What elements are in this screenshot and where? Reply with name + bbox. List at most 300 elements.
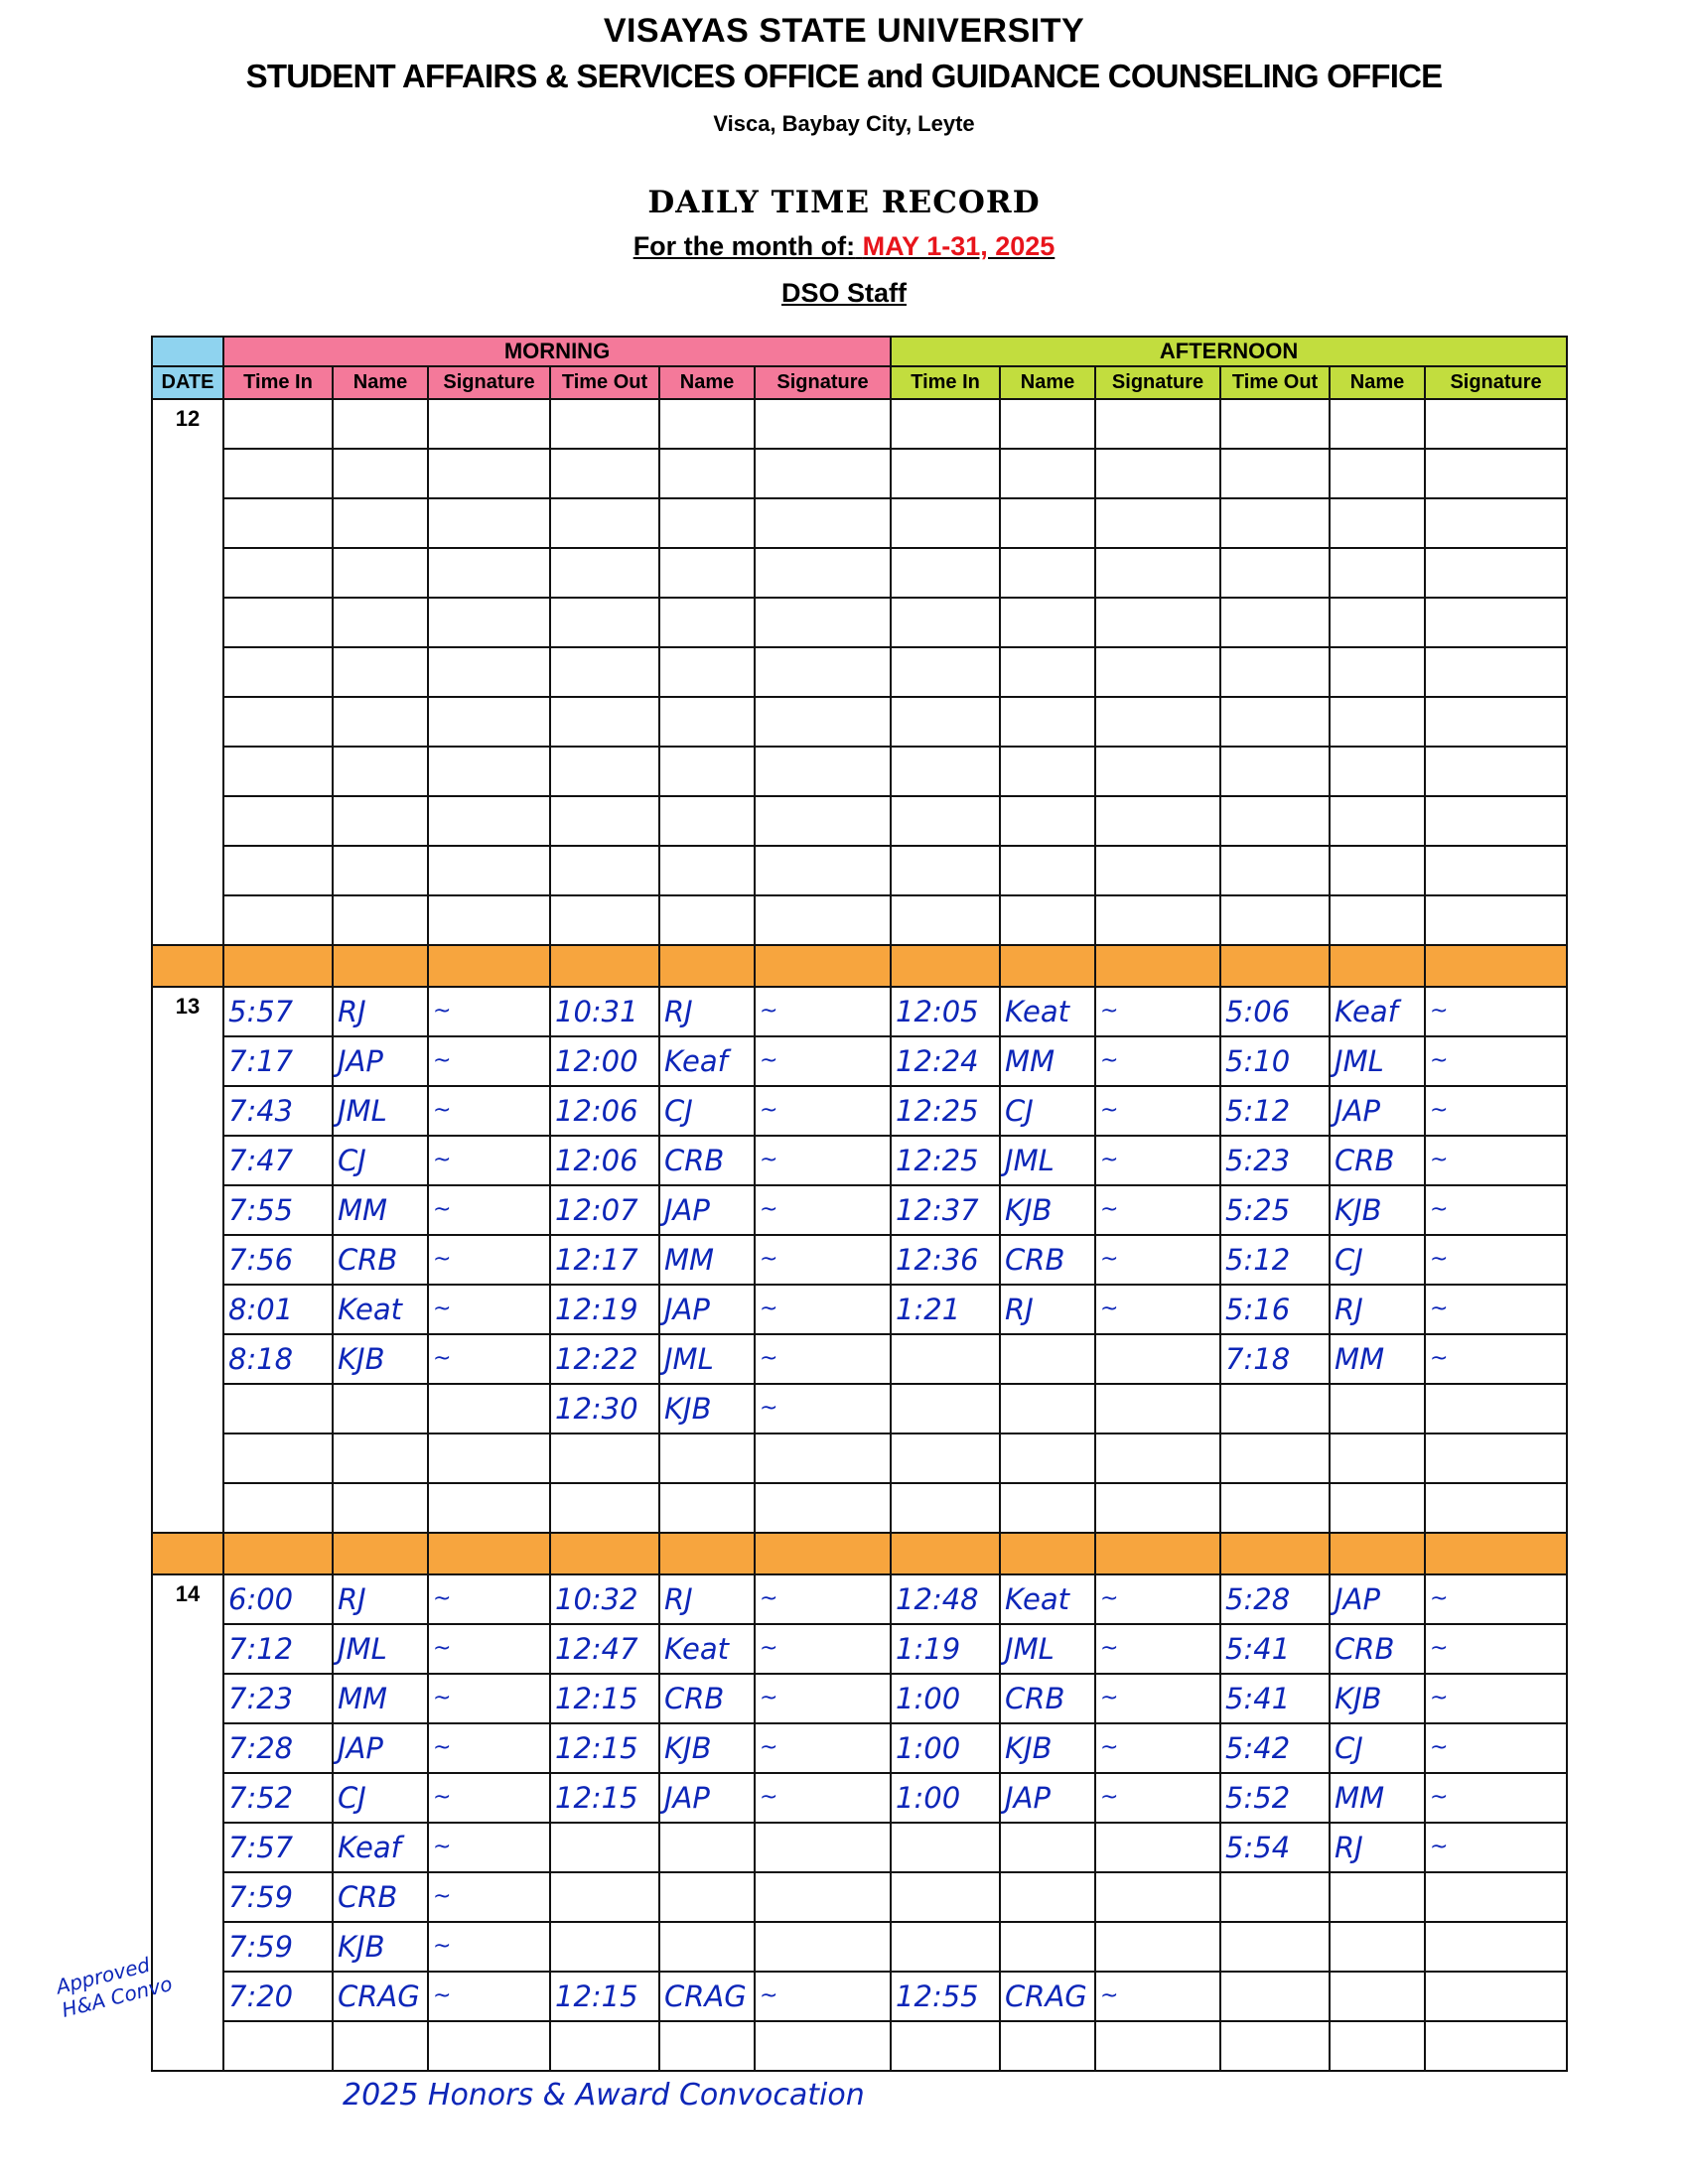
- signature-cell: ~: [755, 1235, 891, 1285]
- column-header: Name: [1000, 366, 1095, 399]
- time-cell: 12:37: [891, 1185, 1000, 1235]
- time-cell: [1220, 1872, 1330, 1922]
- time-cell: [891, 796, 1000, 846]
- time-cell: [891, 1384, 1000, 1433]
- time-cell: 5:41: [1220, 1674, 1330, 1723]
- signature-cell: [1095, 1384, 1220, 1433]
- separator-cell: [428, 1533, 550, 1574]
- signature-cell: ~: [755, 1384, 891, 1433]
- table-row: [152, 1574, 1567, 1624]
- signature-cell: ~: [428, 987, 550, 1036]
- name-cell: [659, 598, 755, 647]
- time-record-table: [151, 336, 1568, 2072]
- time-cell: 12:48: [891, 1574, 1000, 1624]
- name-cell: [1330, 1384, 1425, 1433]
- signature-cell: ~: [1425, 1574, 1567, 1624]
- time-cell: 12:19: [550, 1285, 659, 1334]
- signature-cell: [428, 697, 550, 747]
- name-cell: [1000, 399, 1095, 449]
- time-cell: 5:06: [1220, 987, 1330, 1036]
- signature-cell: [755, 449, 891, 498]
- name-cell: [1000, 2021, 1095, 2071]
- name-cell: [1330, 1972, 1425, 2021]
- separator-cell: [1425, 1533, 1567, 1574]
- name-cell: [1330, 498, 1425, 548]
- signature-cell: [1425, 498, 1567, 548]
- table-row: [152, 1136, 1567, 1185]
- name-cell: CRB: [1000, 1674, 1095, 1723]
- signature-cell: ~: [755, 1136, 891, 1185]
- time-cell: 5:12: [1220, 1086, 1330, 1136]
- name-cell: [1000, 1384, 1095, 1433]
- university-name: VISAYAS STATE UNIVERSITY: [603, 12, 1085, 50]
- time-cell: [223, 548, 333, 598]
- separator-cell: [659, 945, 755, 987]
- signature-cell: ~: [1425, 1823, 1567, 1872]
- name-cell: [1330, 796, 1425, 846]
- name-cell: RJ: [659, 1574, 755, 1624]
- name-cell: CRB: [1000, 1235, 1095, 1285]
- signature-cell: [755, 846, 891, 895]
- signature-cell: ~: [1425, 1086, 1567, 1136]
- signature-cell: ~: [755, 1185, 891, 1235]
- time-cell: [1220, 1922, 1330, 1972]
- time-cell: [891, 1433, 1000, 1483]
- month-line: [0, 231, 1688, 262]
- signature-cell: [1425, 598, 1567, 647]
- name-cell: [333, 697, 428, 747]
- date-band-cell: [152, 337, 223, 366]
- signature-cell: ~: [428, 1823, 550, 1872]
- signature-cell: [428, 895, 550, 945]
- signature-cell: ~: [428, 1036, 550, 1086]
- time-cell: 10:32: [550, 1574, 659, 1624]
- signature-cell: ~: [1425, 1624, 1567, 1674]
- signature-cell: [1425, 399, 1567, 449]
- name-cell: [1000, 1922, 1095, 1972]
- name-cell: [333, 1483, 428, 1533]
- signature-cell: [755, 1872, 891, 1922]
- time-cell: [223, 697, 333, 747]
- time-cell: 12:30: [550, 1384, 659, 1433]
- signature-cell: [1095, 647, 1220, 697]
- separator-cell: [1330, 1533, 1425, 1574]
- time-cell: [891, 895, 1000, 945]
- name-cell: [659, 895, 755, 945]
- name-cell: Keat: [1000, 1574, 1095, 1624]
- signature-cell: ~: [428, 1723, 550, 1773]
- table-row: [152, 498, 1567, 548]
- separator-cell: [659, 1533, 755, 1574]
- name-cell: RJ: [1000, 1285, 1095, 1334]
- name-cell: JML: [659, 1334, 755, 1384]
- name-cell: [333, 1433, 428, 1483]
- name-cell: [1330, 399, 1425, 449]
- table-row: [152, 1823, 1567, 1872]
- name-cell: JAP: [659, 1285, 755, 1334]
- time-cell: [550, 449, 659, 498]
- name-cell: [659, 846, 755, 895]
- name-cell: [1000, 1872, 1095, 1922]
- column-header-row: [152, 366, 1567, 399]
- time-cell: 12:06: [550, 1086, 659, 1136]
- name-cell: CRB: [333, 1872, 428, 1922]
- signature-cell: [755, 747, 891, 796]
- name-cell: KJB: [659, 1723, 755, 1773]
- time-cell: 5:23: [1220, 1136, 1330, 1185]
- name-cell: JAP: [659, 1185, 755, 1235]
- time-cell: [550, 498, 659, 548]
- signature-cell: ~: [1425, 1136, 1567, 1185]
- time-cell: 12:15: [550, 1723, 659, 1773]
- name-cell: [1330, 1922, 1425, 1972]
- signature-cell: ~: [428, 1086, 550, 1136]
- name-cell: [1330, 895, 1425, 945]
- signature-cell: [1095, 1483, 1220, 1533]
- signature-cell: ~: [755, 1086, 891, 1136]
- office-address: Visca, Baybay City, Leyte: [713, 111, 975, 136]
- signature-cell: [1095, 846, 1220, 895]
- name-cell: [333, 796, 428, 846]
- name-cell: [1330, 647, 1425, 697]
- name-cell: JAP: [1000, 1773, 1095, 1823]
- signature-cell: ~: [1095, 987, 1220, 1036]
- time-cell: [891, 1334, 1000, 1384]
- time-cell: 7:17: [223, 1036, 333, 1086]
- name-cell: KJB: [333, 1334, 428, 1384]
- table-row: [152, 846, 1567, 895]
- time-cell: [891, 846, 1000, 895]
- name-cell: JAP: [333, 1036, 428, 1086]
- time-cell: [891, 498, 1000, 548]
- table-row: [152, 2021, 1567, 2071]
- signature-cell: [755, 697, 891, 747]
- signature-cell: [1095, 399, 1220, 449]
- name-cell: [1330, 548, 1425, 598]
- time-cell: 1:00: [891, 1723, 1000, 1773]
- separator-cell: [333, 1533, 428, 1574]
- signature-cell: ~: [428, 1136, 550, 1185]
- signature-cell: [755, 598, 891, 647]
- time-cell: [1220, 1384, 1330, 1433]
- time-cell: [550, 598, 659, 647]
- name-cell: [1000, 647, 1095, 697]
- name-cell: [659, 697, 755, 747]
- table-row: [152, 1185, 1567, 1235]
- time-cell: 10:31: [550, 987, 659, 1036]
- signature-cell: [1425, 796, 1567, 846]
- time-cell: [550, 2021, 659, 2071]
- table-row: [152, 1433, 1567, 1483]
- time-cell: [891, 449, 1000, 498]
- name-cell: [333, 399, 428, 449]
- name-cell: CJ: [1330, 1723, 1425, 1773]
- time-cell: [891, 2021, 1000, 2071]
- bottom-note: 2025 Honors & Award Convocation: [343, 2078, 865, 2113]
- signature-cell: ~: [1095, 1185, 1220, 1235]
- name-cell: CRAG: [659, 1972, 755, 2021]
- time-cell: [1220, 697, 1330, 747]
- name-cell: JAP: [333, 1723, 428, 1773]
- table-row: [152, 1872, 1567, 1922]
- signature-cell: ~: [755, 1574, 891, 1624]
- signature-cell: [755, 647, 891, 697]
- name-cell: CJ: [333, 1773, 428, 1823]
- time-cell: [1220, 747, 1330, 796]
- name-cell: RJ: [1330, 1823, 1425, 1872]
- separator-cell: [428, 945, 550, 987]
- name-cell: [333, 2021, 428, 2071]
- table-row: [152, 1624, 1567, 1674]
- signature-cell: [428, 399, 550, 449]
- time-cell: [223, 1483, 333, 1533]
- signature-cell: [1425, 2021, 1567, 2071]
- time-cell: 12:05: [891, 987, 1000, 1036]
- side-note: Approved H&A Convo: [53, 1952, 175, 2022]
- table-row: [152, 1285, 1567, 1334]
- table-row: [152, 598, 1567, 647]
- signature-cell: ~: [428, 1624, 550, 1674]
- time-cell: [891, 1823, 1000, 1872]
- signature-cell: [1425, 1483, 1567, 1533]
- time-cell: 7:23: [223, 1674, 333, 1723]
- name-cell: [333, 598, 428, 647]
- separator-cell: [152, 1533, 223, 1574]
- name-cell: [1330, 846, 1425, 895]
- signature-cell: [1095, 1922, 1220, 1972]
- table-row: [152, 747, 1567, 796]
- time-cell: 5:12: [1220, 1235, 1330, 1285]
- signature-cell: [1425, 1384, 1567, 1433]
- name-cell: Keat: [1000, 987, 1095, 1036]
- name-cell: [1000, 498, 1095, 548]
- name-cell: [659, 548, 755, 598]
- time-cell: 12:55: [891, 1972, 1000, 2021]
- column-header: Signature: [1095, 366, 1220, 399]
- name-cell: Keaf: [1330, 987, 1425, 1036]
- time-cell: [891, 647, 1000, 697]
- time-cell: [1220, 399, 1330, 449]
- time-cell: 5:41: [1220, 1624, 1330, 1674]
- time-cell: [1220, 647, 1330, 697]
- name-cell: CRB: [1330, 1136, 1425, 1185]
- signature-cell: ~: [1425, 1334, 1567, 1384]
- time-cell: 7:59: [223, 1872, 333, 1922]
- name-cell: [333, 846, 428, 895]
- column-header: Time In: [223, 366, 333, 399]
- signature-cell: [755, 2021, 891, 2071]
- table-row: [152, 895, 1567, 945]
- column-header: Name: [1330, 366, 1425, 399]
- name-cell: JAP: [659, 1773, 755, 1823]
- time-cell: 7:43: [223, 1086, 333, 1136]
- signature-cell: [428, 1483, 550, 1533]
- time-cell: [891, 1922, 1000, 1972]
- time-cell: [223, 2021, 333, 2071]
- time-cell: [1220, 846, 1330, 895]
- time-cell: 5:57: [223, 987, 333, 1036]
- time-cell: 5:42: [1220, 1723, 1330, 1773]
- table-row: [152, 1674, 1567, 1723]
- time-cell: [550, 1823, 659, 1872]
- name-cell: [1000, 598, 1095, 647]
- table-row: [152, 548, 1567, 598]
- date-cell: 13: [152, 987, 223, 1533]
- name-cell: JML: [1000, 1624, 1095, 1674]
- signature-cell: [428, 498, 550, 548]
- month-label: For the month of:: [633, 231, 856, 261]
- name-cell: JAP: [1330, 1574, 1425, 1624]
- signature-cell: [1095, 598, 1220, 647]
- name-cell: [1330, 449, 1425, 498]
- name-cell: [1000, 796, 1095, 846]
- signature-cell: [1425, 548, 1567, 598]
- name-cell: [1000, 747, 1095, 796]
- name-cell: RJ: [333, 1574, 428, 1624]
- separator-cell: [550, 1533, 659, 1574]
- name-cell: MM: [1330, 1773, 1425, 1823]
- signature-cell: [428, 796, 550, 846]
- table-row: [152, 1086, 1567, 1136]
- signature-cell: [1425, 747, 1567, 796]
- time-cell: 7:59: [223, 1922, 333, 1972]
- name-cell: [1330, 697, 1425, 747]
- name-cell: KJB: [1330, 1185, 1425, 1235]
- separator-cell: [891, 945, 1000, 987]
- time-cell: [891, 1483, 1000, 1533]
- signature-cell: [428, 747, 550, 796]
- name-cell: KJB: [333, 1922, 428, 1972]
- time-cell: 6:00: [223, 1574, 333, 1624]
- time-cell: 7:20: [223, 1972, 333, 2021]
- time-cell: 12:07: [550, 1185, 659, 1235]
- time-cell: [1220, 498, 1330, 548]
- signature-cell: [428, 598, 550, 647]
- table-row: [152, 1922, 1567, 1972]
- signature-cell: ~: [1095, 1674, 1220, 1723]
- table-row: [152, 449, 1567, 498]
- separator-cell: [1000, 945, 1095, 987]
- column-header: Name: [659, 366, 755, 399]
- time-cell: 12:06: [550, 1136, 659, 1185]
- signature-cell: [428, 1433, 550, 1483]
- table-row: [152, 1036, 1567, 1086]
- name-cell: Keaf: [333, 1823, 428, 1872]
- signature-cell: ~: [1095, 1136, 1220, 1185]
- time-cell: 5:28: [1220, 1574, 1330, 1624]
- time-cell: [223, 895, 333, 945]
- column-header: Signature: [428, 366, 550, 399]
- time-cell: 12:15: [550, 1674, 659, 1723]
- time-cell: [223, 796, 333, 846]
- signature-cell: [428, 449, 550, 498]
- time-cell: [1220, 796, 1330, 846]
- table-row: [152, 1723, 1567, 1773]
- signature-cell: [755, 548, 891, 598]
- name-cell: [659, 1433, 755, 1483]
- time-cell: 8:01: [223, 1285, 333, 1334]
- name-cell: CJ: [659, 1086, 755, 1136]
- day-separator: [152, 945, 1567, 987]
- name-cell: [659, 2021, 755, 2071]
- time-cell: [891, 1872, 1000, 1922]
- table-row: [152, 1235, 1567, 1285]
- name-cell: MM: [659, 1235, 755, 1285]
- signature-cell: ~: [755, 1285, 891, 1334]
- name-cell: [1330, 1483, 1425, 1533]
- signature-cell: [1425, 895, 1567, 945]
- time-cell: 7:18: [1220, 1334, 1330, 1384]
- table-row: [152, 1773, 1567, 1823]
- signature-cell: [1095, 1334, 1220, 1384]
- time-cell: [1220, 1972, 1330, 2021]
- time-cell: 5:16: [1220, 1285, 1330, 1334]
- name-cell: [659, 1872, 755, 1922]
- name-cell: CJ: [1000, 1086, 1095, 1136]
- separator-cell: [1220, 945, 1330, 987]
- signature-cell: ~: [428, 1574, 550, 1624]
- time-cell: [891, 598, 1000, 647]
- name-cell: JML: [333, 1086, 428, 1136]
- time-cell: [550, 895, 659, 945]
- signature-cell: [428, 1384, 550, 1433]
- name-cell: Keaf: [659, 1036, 755, 1086]
- name-cell: [1330, 1433, 1425, 1483]
- signature-cell: [1425, 449, 1567, 498]
- morning-band: MORNING: [223, 337, 891, 366]
- name-cell: CRAG: [1000, 1972, 1095, 2021]
- time-cell: [223, 498, 333, 548]
- table-row: [152, 647, 1567, 697]
- signature-cell: [428, 647, 550, 697]
- signature-cell: [1095, 1872, 1220, 1922]
- separator-cell: [1425, 945, 1567, 987]
- name-cell: CJ: [333, 1136, 428, 1185]
- signature-cell: [1095, 548, 1220, 598]
- name-cell: RJ: [333, 987, 428, 1036]
- time-cell: [891, 697, 1000, 747]
- signature-cell: ~: [1095, 1624, 1220, 1674]
- name-cell: [1000, 449, 1095, 498]
- time-cell: [1220, 1433, 1330, 1483]
- signature-cell: ~: [1425, 1674, 1567, 1723]
- name-cell: [659, 1483, 755, 1533]
- column-header: Time In: [891, 366, 1000, 399]
- signature-cell: ~: [755, 1624, 891, 1674]
- signature-cell: [755, 1483, 891, 1533]
- time-cell: 1:00: [891, 1773, 1000, 1823]
- separator-cell: [1330, 945, 1425, 987]
- signature-cell: ~: [755, 1334, 891, 1384]
- afternoon-band: AFTERNOON: [891, 337, 1567, 366]
- time-cell: 7:12: [223, 1624, 333, 1674]
- name-cell: [1000, 697, 1095, 747]
- signature-cell: ~: [428, 1872, 550, 1922]
- time-cell: [891, 548, 1000, 598]
- table-row: [152, 1483, 1567, 1533]
- signature-cell: ~: [428, 1773, 550, 1823]
- name-cell: MM: [1330, 1334, 1425, 1384]
- signature-cell: [428, 548, 550, 598]
- time-cell: 12:24: [891, 1036, 1000, 1086]
- name-cell: MM: [333, 1674, 428, 1723]
- signature-cell: [755, 895, 891, 945]
- name-cell: [1000, 1483, 1095, 1533]
- signature-cell: ~: [428, 1922, 550, 1972]
- time-cell: 7:28: [223, 1723, 333, 1773]
- signature-cell: ~: [1095, 1773, 1220, 1823]
- signature-cell: ~: [755, 987, 891, 1036]
